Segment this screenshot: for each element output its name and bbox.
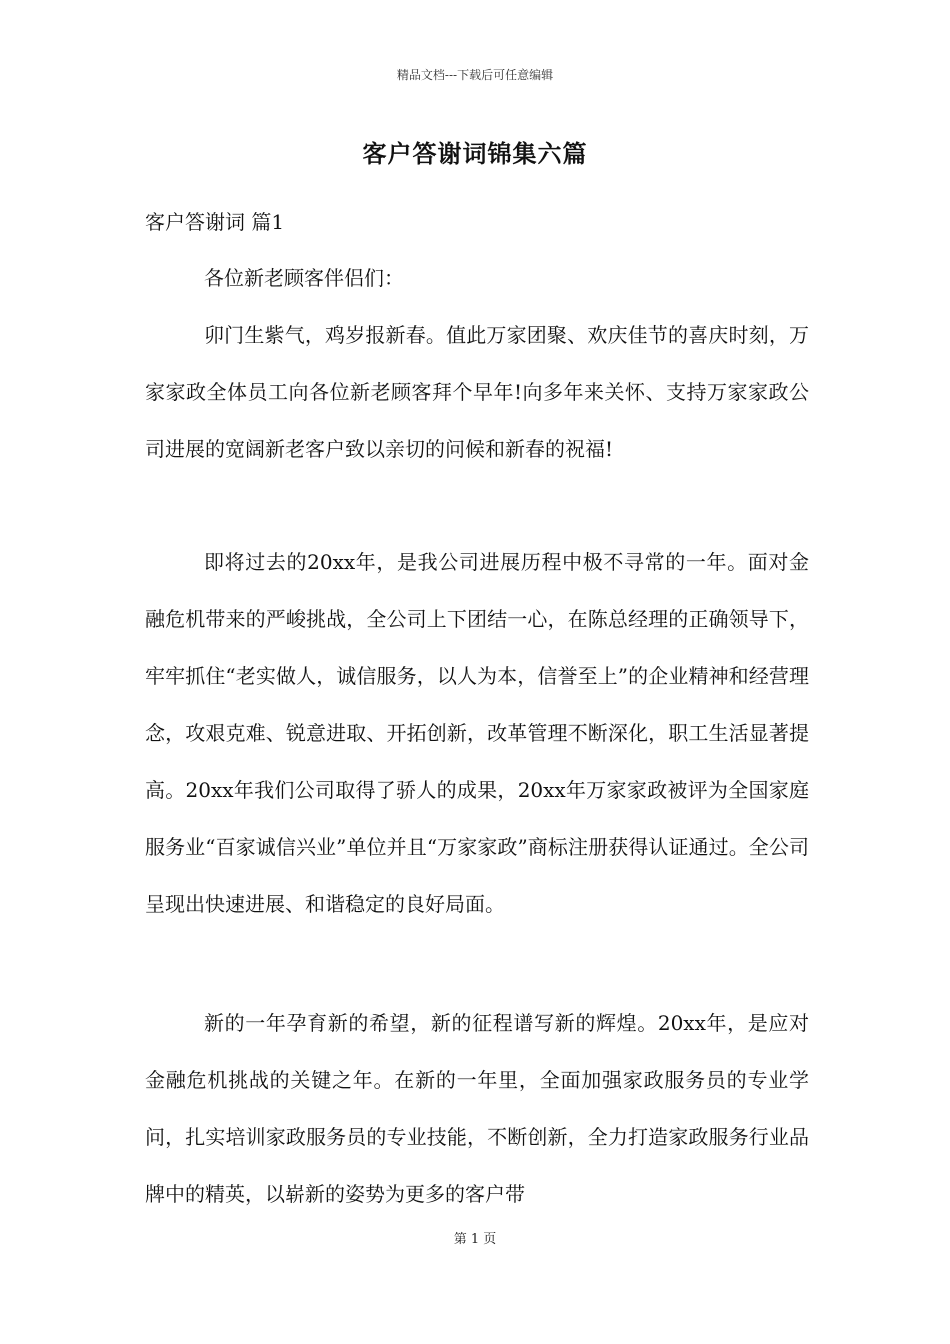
salutation (145, 250, 809, 307)
paragraph-2 (145, 534, 809, 933)
paragraph-text: 卯门生紫气，鸡岁报新春。值此万家团聚、欢庆佳节的喜庆时刻，万家家政全体员工向各位新老顾客拜个早年!向多年来关怀、支持万家家政公司进展的宽阔新老客户致以亲切的问候和新春的祝福! (145, 323, 809, 461)
salutation-text: 各位新老顾客伴侣们： (204, 266, 404, 290)
paragraph-text: 新的一年孕育新的希望，新的征程谱写新的辉煌。20xx年，是应对金融危机挑战的关键之年。在新的一年里，全面加强家政服务员的专业学问，扎实培训家政服务员的专业技能，不断创新，全力打造家政服务行业品牌中的精英，以崭新的姿势为更多的客户带 (145, 1011, 809, 1206)
document-title: 客户答谢词锦集六篇 (362, 139, 588, 168)
paragraph-text: 即将过去的20xx年，是我公司进展历程中极不寻常的一年。面对金融危机带来的严峻挑战，全公司上下团结一心，在陈总经理的正确领导下，牢牢抓住“老实做人，诚信服务，以人为本，信誉至上”的企业精神和经营理念，攻艰克难、锐意进取、开拓创新，改革管理不断深化，职工生活显著提高。20xx年我们公司取得了骄人的成果，20xx年万家家政被评为全国家庭服务业“百家诚信兴业”单位并且“万家家政”商标注册获得认证通过。全公司呈现出快速进展、和谐稳定的良好局面。 (145, 550, 809, 916)
paragraph-3 (145, 995, 809, 1223)
section-heading: 客户答谢词 篇1 (145, 210, 285, 234)
paragraph-1 (145, 307, 809, 478)
header-note: 精品文档---下载后可任意编辑 (396, 68, 554, 82)
page-number: 第 1 页 (453, 1232, 497, 1247)
